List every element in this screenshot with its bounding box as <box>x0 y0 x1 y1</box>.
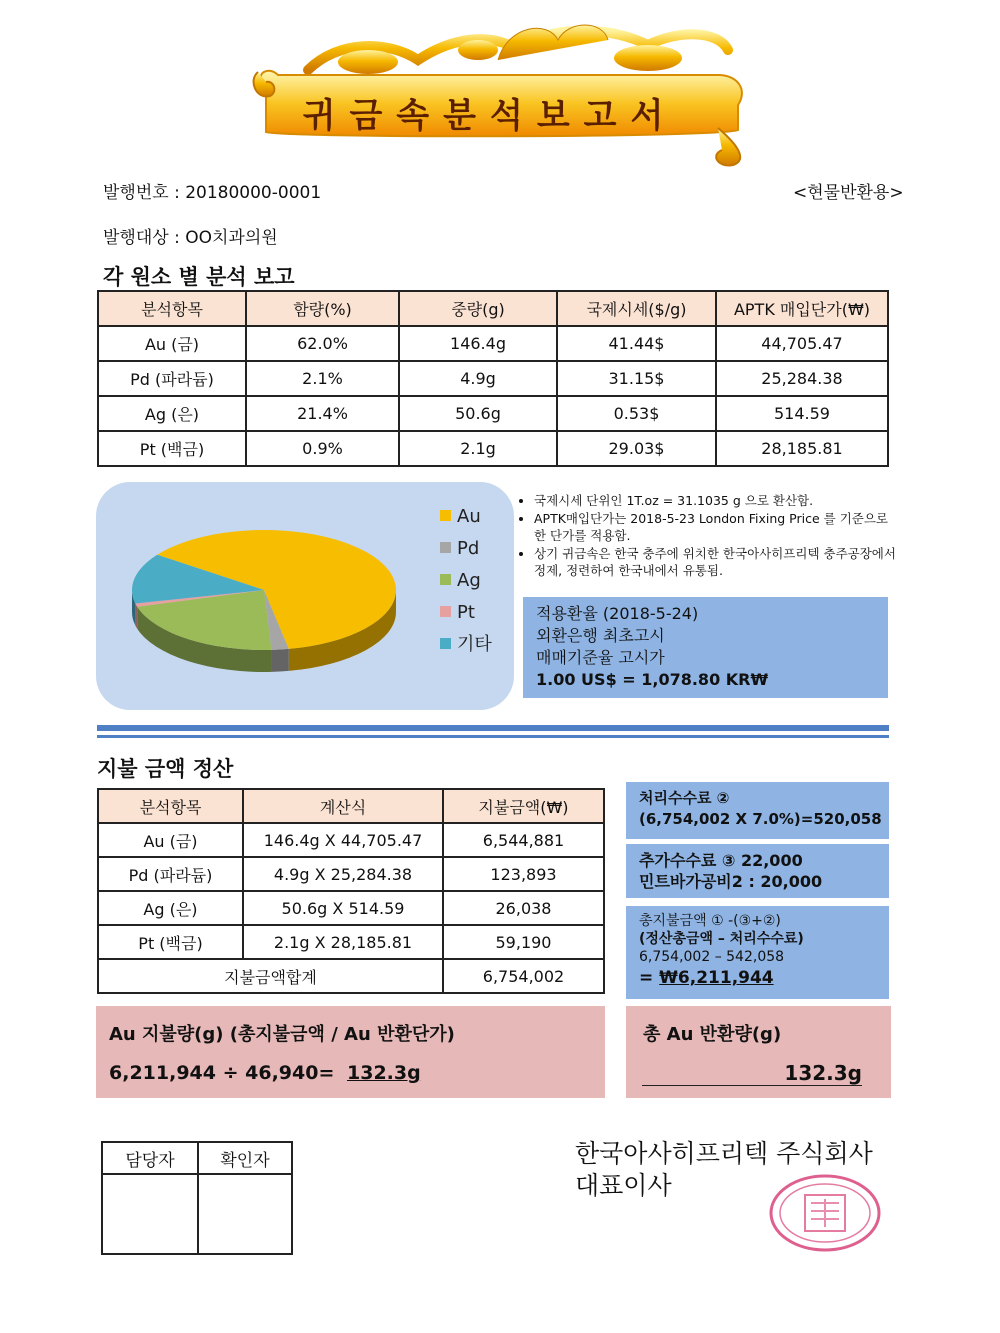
checker-label: 확인자 <box>198 1142 292 1174</box>
chart-panel <box>96 482 514 710</box>
total-payment-result <box>626 966 889 990</box>
table-cell: 62.0% <box>246 326 399 361</box>
total-label: 지불금액합계 <box>98 959 443 993</box>
notes <box>518 492 898 580</box>
table-row <box>98 361 888 396</box>
table-cell: 29.03$ <box>557 431 716 466</box>
au-payment-box <box>96 1006 605 1098</box>
extra-fee-box <box>626 844 889 898</box>
table-cell: Au (금) <box>98 326 246 361</box>
table-cell: 59,190 <box>443 925 604 959</box>
table-cell: 0.9% <box>246 431 399 466</box>
table-cell: Au (금) <box>98 823 243 857</box>
exchange-line: 외환은행 최초고시 <box>536 626 665 645</box>
table-cell: 26,038 <box>443 891 604 925</box>
note-item: • 국제시세 단위인 1T.oz = 31.1035 g 으로 환산함. <box>534 492 898 510</box>
table-header-row <box>98 789 604 823</box>
table-cell: 50.6g X 514.59 <box>243 891 443 925</box>
legend-swatch <box>440 510 451 521</box>
manager-sign-area[interactable] <box>102 1174 198 1254</box>
table-cell: Pt (백금) <box>98 431 246 466</box>
issue-number: 발행번호 : 20180000-0001 <box>103 183 322 203</box>
pie-chart <box>96 482 514 710</box>
usage-tag: <현물반환용> <box>793 183 904 203</box>
table-cell: 31.15$ <box>557 361 716 396</box>
column-header: 계산식 <box>243 789 443 823</box>
report-title: 귀금속분석보고서 <box>302 96 678 136</box>
approval-table <box>101 1141 293 1255</box>
table-cell: 146.4g <box>399 326 557 361</box>
pie-slice-side-Pt <box>135 603 137 628</box>
table-cell: 0.53$ <box>557 396 716 431</box>
exchange-line: 매매기준율 고시가 <box>536 648 665 667</box>
au-payment-result: 132.3g <box>347 1062 421 1084</box>
table-row <box>98 891 604 925</box>
table-cell: 44,705.47 <box>716 326 888 361</box>
table-row <box>98 823 604 857</box>
table-cell: Pd (파라듐) <box>98 361 246 396</box>
table-cell: 514.59 <box>716 396 888 431</box>
au-formula-text: 6,211,944 ÷ 46,940= <box>109 1062 335 1084</box>
column-header: 분석항목 <box>98 291 246 326</box>
column-header: 분석항목 <box>98 789 243 823</box>
company-name: 한국아사히프리텍 주식회사 <box>575 1139 873 1168</box>
equals-sign: = <box>639 968 660 988</box>
company-seal <box>768 1173 882 1253</box>
processing-fee-box <box>626 782 889 839</box>
table-row <box>98 396 888 431</box>
table-cell: 21.4% <box>246 396 399 431</box>
table-cell: Ag (은) <box>98 891 243 925</box>
table-cell: 4.9g <box>399 361 557 396</box>
table-cell: 2.1g X 28,185.81 <box>243 925 443 959</box>
exchange-line: 적용환율 (2018-5-24) <box>536 604 699 623</box>
processing-fee-label: 처리수수료 ② <box>639 789 730 807</box>
total-payment-value: ₩6,211,944 <box>659 968 774 988</box>
column-header: 함량(%) <box>246 291 399 326</box>
company-title: 대표이사 <box>575 1171 672 1200</box>
table-cell: 25,284.38 <box>716 361 888 396</box>
total-value: 6,754,002 <box>443 959 604 993</box>
legend-label: 기타 <box>457 634 492 655</box>
checker-sign-area[interactable] <box>198 1174 292 1254</box>
total-payment-calc: 6,754,002 – 542,058 <box>639 949 785 965</box>
settlement-section-title: 지불 금액 정산 <box>97 757 234 781</box>
total-payment-desc: (정산총금액 – 처리수수료) <box>639 931 804 947</box>
table-row <box>98 857 604 891</box>
total-payment-box <box>626 906 889 999</box>
table-cell: 6,544,881 <box>443 823 604 857</box>
total-payment-label: 총지불금액 ① -(③+②) <box>639 913 781 929</box>
note-item: • 상기 귀금속은 한국 충주에 위치한 한국아사히프리텍 충주공장에서 정제, 정련하여 한국내에서 유통됨. <box>534 545 898 580</box>
table-cell: 146.4g X 44,705.47 <box>243 823 443 857</box>
table-cell: Pd (파라듐) <box>98 857 243 891</box>
au-return-value: 132.3g <box>642 1061 862 1086</box>
extra-fee-label: 추가수수료 ③ 22,000 <box>639 851 803 870</box>
au-return-label: 총 Au 반환량(g) <box>643 1024 782 1045</box>
divider <box>97 725 889 731</box>
analysis-table <box>97 290 889 467</box>
legend-swatch <box>440 606 451 617</box>
table-total-row <box>98 959 604 993</box>
exchange-rate-value: 1.00 US$ = 1,078.80 KR₩ <box>536 670 769 689</box>
mint-bar-fee: 민트바가공비2 : 20,000 <box>639 872 823 891</box>
table-cell: 123,893 <box>443 857 604 891</box>
table-cell: Pt (백금) <box>98 925 243 959</box>
table-cell: 2.1g <box>399 431 557 466</box>
table-row <box>98 431 888 466</box>
pie-slice-side-Pd <box>271 649 288 672</box>
issue-target: 발행대상 : OO치과의원 <box>103 228 278 248</box>
settlement-table <box>97 788 605 994</box>
table-row <box>98 925 604 959</box>
column-header: 지불금액(₩) <box>443 789 604 823</box>
legend-label: Pd <box>457 538 480 559</box>
column-header: 중량(g) <box>399 291 557 326</box>
exchange-rate-box <box>523 597 888 698</box>
table-row <box>98 326 888 361</box>
au-payment-label: Au 지불량(g) (총지불금액 / Au 반환단가) <box>109 1024 455 1045</box>
table-cell: 4.9g X 25,284.38 <box>243 857 443 891</box>
divider <box>97 735 889 738</box>
manager-label: 담당자 <box>102 1142 198 1174</box>
table-header-row <box>98 291 888 326</box>
table-cell: 50.6g <box>399 396 557 431</box>
processing-fee-calc: (6,754,002 X 7.0%)=520,058 <box>639 810 882 828</box>
au-payment-formula <box>109 1062 421 1084</box>
table-cell: 28,185.81 <box>716 431 888 466</box>
table-cell: 2.1% <box>246 361 399 396</box>
legend-label: Pt <box>457 602 475 623</box>
analysis-section-title: 각 원소 별 분석 보고 <box>103 265 295 289</box>
column-header: APTK 매입단가(₩) <box>716 291 888 326</box>
au-return-box <box>626 1006 891 1098</box>
legend-label: Au <box>457 506 481 527</box>
legend-label: Ag <box>457 570 481 591</box>
legend-swatch <box>440 574 451 585</box>
column-header: 국제시세($/g) <box>557 291 716 326</box>
legend-swatch <box>440 638 451 649</box>
table-cell: 41.44$ <box>557 326 716 361</box>
note-item: • APTK매입단가는 2018-5-23 London Fixing Price 를 기준으로 한 단가를 적용함. <box>534 510 898 545</box>
legend-swatch <box>440 542 451 553</box>
table-cell: Ag (은) <box>98 396 246 431</box>
